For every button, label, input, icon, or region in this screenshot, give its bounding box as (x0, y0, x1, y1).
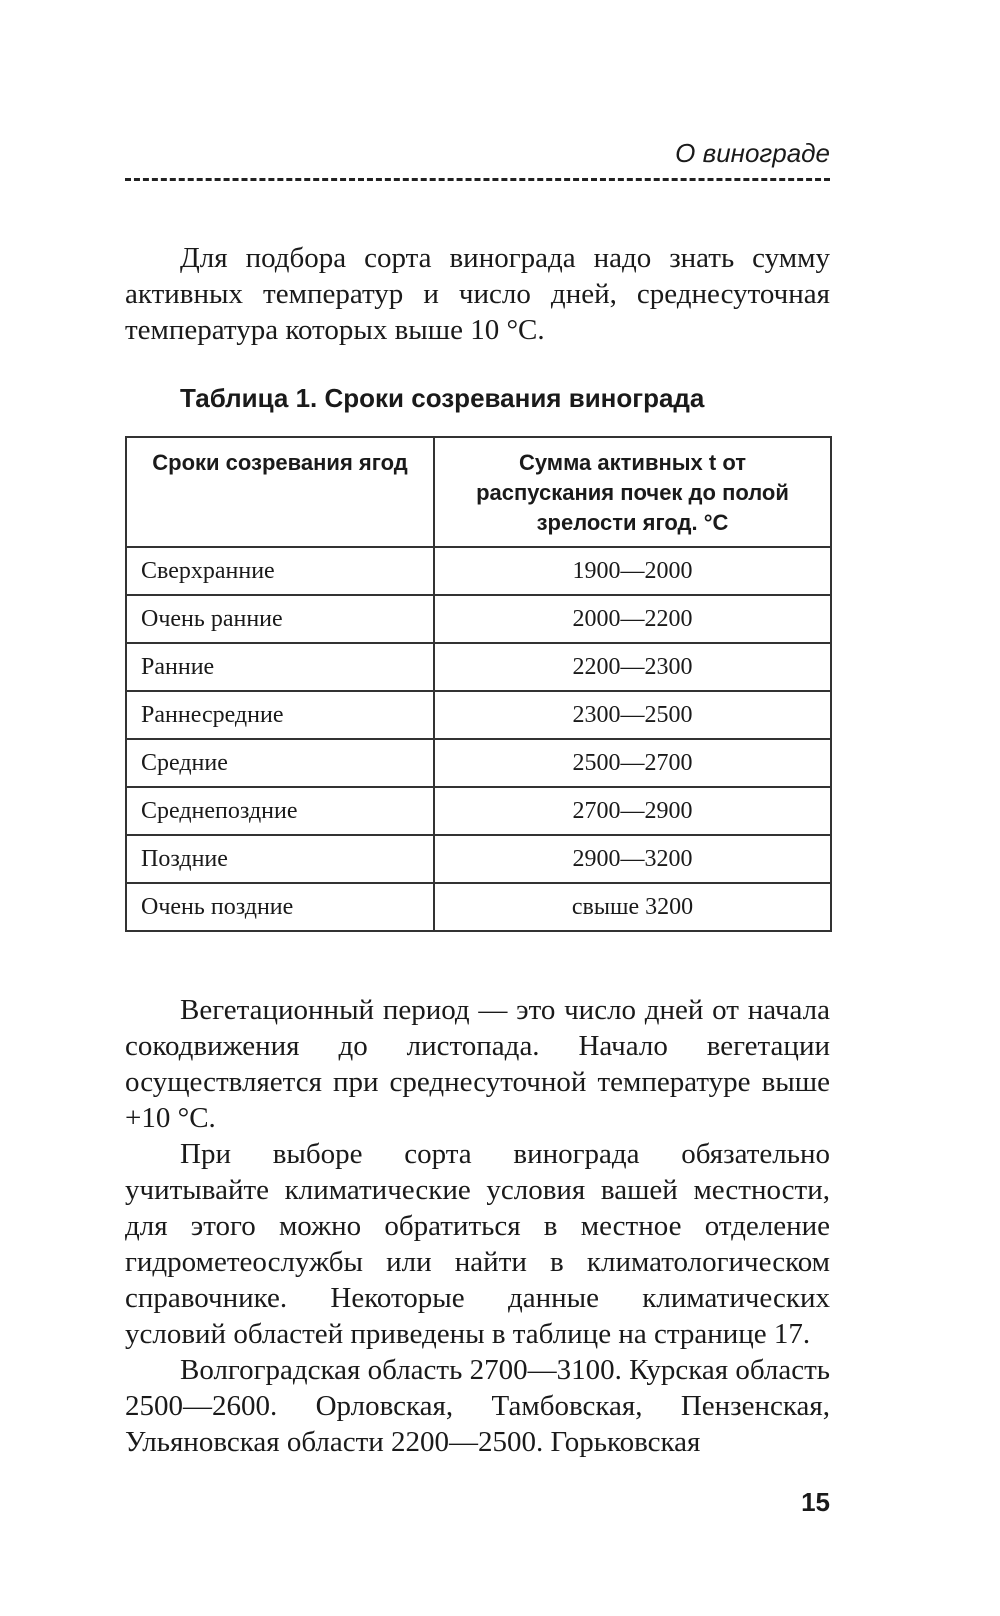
sum-cell: свыше 3200 (434, 883, 831, 931)
body-paragraph: При выборе сорта винограда обязательно учитывайте климатические условия вашей местности, для этого можно обратиться в местное отделение гидрометеослужбы или найти в климатологическом справочнике. Некоторые данные климатических условий областей приведены в таблице на странице 17. (125, 1138, 830, 1350)
table-row (126, 883, 831, 931)
intro-paragraph: Для подбора сорта винограда надо знать сумму активных температур и число дней, среднесуточная температура которых выше 10 °С. (125, 242, 830, 346)
table-header-row (126, 437, 831, 547)
intro-text (125, 240, 830, 348)
sum-cell: 2700—2900 (434, 787, 831, 835)
running-title: О винограде (675, 138, 830, 168)
column-header-period: Сроки созревания ягод (126, 437, 434, 547)
table-caption: Таблица 1. Сроки созревания винограда (180, 383, 705, 413)
table-row (126, 739, 831, 787)
column-header-sum: Сумма активных t от распускания почек до полой зрелости ягод. °С (434, 437, 831, 547)
page-number: 15 (801, 1487, 830, 1517)
table-row (126, 787, 831, 835)
table-row (126, 547, 831, 595)
body-paragraph: Волгоградская область 2700—3100. Курская область 2500—2600. Орловская, Тамбовская, Пензенская, Ульяновская области 2200—2500. Горьковская (125, 1354, 830, 1458)
sum-cell: 2900—3200 (434, 835, 831, 883)
period-cell: Раннесредние (126, 691, 434, 739)
sum-cell: 1900—2000 (434, 547, 831, 595)
period-cell: Ранние (126, 643, 434, 691)
ripening-table (125, 436, 832, 932)
period-cell: Среднепоздние (126, 787, 434, 835)
sum-cell: 2000—2200 (434, 595, 831, 643)
sum-cell: 2200—2300 (434, 643, 831, 691)
period-cell: Очень ранние (126, 595, 434, 643)
body-paragraph: Вегетационный период — это число дней от начала сокодвижения до листопада. Начало вегетации осуществляется при среднесуточной температуре выше +10 °С. (125, 994, 830, 1134)
table-row (126, 835, 831, 883)
table-row (126, 691, 831, 739)
body-text (125, 992, 830, 1460)
period-cell: Очень поздние (126, 883, 434, 931)
sum-cell: 2300—2500 (434, 691, 831, 739)
period-cell: Поздние (126, 835, 434, 883)
period-cell: Сверхранние (126, 547, 434, 595)
sum-cell: 2500—2700 (434, 739, 831, 787)
period-cell: Средние (126, 739, 434, 787)
table-row (126, 595, 831, 643)
header-divider (125, 178, 830, 181)
table-row (126, 643, 831, 691)
